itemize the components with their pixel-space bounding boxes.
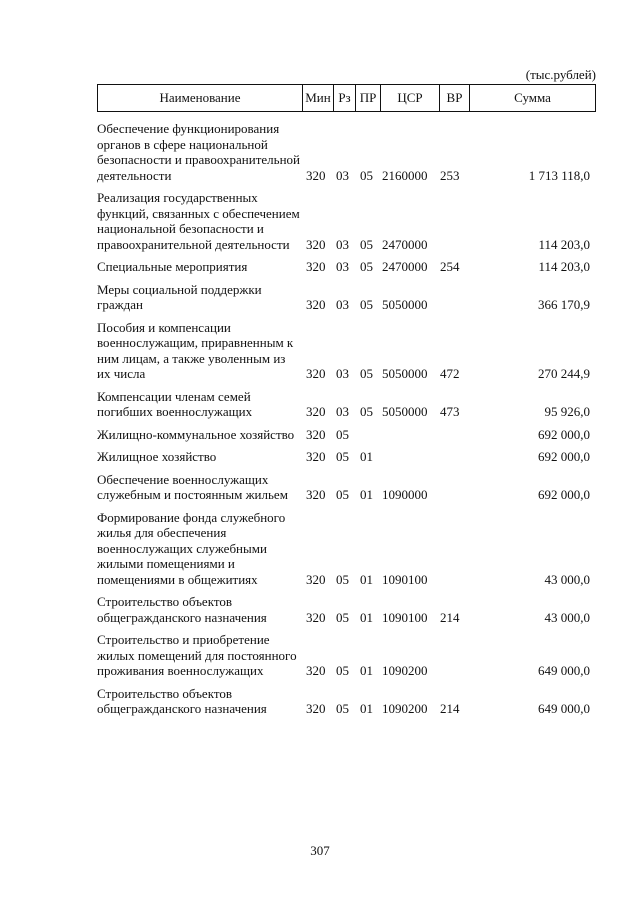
row-csr: 2160000 <box>382 167 428 183</box>
row-sum: 270 244,9 <box>538 366 590 381</box>
budget-table-body <box>97 121 596 724</box>
row-pr: 05 <box>360 366 373 381</box>
header-min: Мин <box>303 85 334 112</box>
row-min: 320 <box>306 236 326 252</box>
row-pr: 01 <box>360 449 373 464</box>
row-rz: 05 <box>336 609 349 625</box>
row-csr: 1090200 <box>382 701 428 716</box>
row-name: Строительство и приобретение жилых помещений для постоянного проживания военнослужащих <box>97 632 297 678</box>
row-pr: 01 <box>360 701 373 716</box>
row-pr: 05 <box>360 167 373 183</box>
row-sum: 114 203,0 <box>538 236 590 252</box>
row-min: 320 <box>306 571 326 587</box>
table-row <box>97 632 596 679</box>
table-row <box>97 389 596 420</box>
table-row <box>97 190 596 252</box>
row-csr: 1090000 <box>382 487 428 502</box>
row-name: Обеспечение военнослужащих служебным и постоянным жильем <box>97 471 288 502</box>
row-sum: 95 926,0 <box>544 404 590 419</box>
row-pr: 05 <box>360 404 373 419</box>
row-rz: 03 <box>336 236 349 252</box>
row-name: Специальные мероприятия <box>97 259 248 274</box>
row-sum: 366 170,9 <box>538 297 590 312</box>
table-row <box>97 594 596 625</box>
table-row <box>97 259 596 275</box>
row-sum: 43 000,0 <box>544 571 590 587</box>
row-min: 320 <box>306 297 326 312</box>
row-sum: 43 000,0 <box>544 609 590 625</box>
row-csr: 2470000 <box>382 236 428 252</box>
table-row <box>97 449 596 465</box>
table-row <box>97 121 596 183</box>
table-row <box>97 472 596 503</box>
row-pr: 05 <box>360 259 373 274</box>
page-number: 307 <box>310 843 330 858</box>
table-header <box>97 84 596 112</box>
row-min: 320 <box>306 701 326 716</box>
row-min: 320 <box>306 487 326 502</box>
row-vr: 214 <box>440 701 460 716</box>
table-row <box>97 282 596 313</box>
row-rz: 05 <box>336 487 349 502</box>
row-csr: 1090100 <box>382 571 428 587</box>
row-min: 320 <box>306 167 326 183</box>
header-vr: ВР <box>440 85 470 112</box>
row-pr: 05 <box>360 236 373 252</box>
header-name: Наименование <box>98 85 303 112</box>
row-name: Реализация государственных функций, связанных с обеспечением национальной безопасности и правоохранительной деятельности <box>97 190 300 252</box>
header-csr: ЦСР <box>381 85 440 112</box>
row-sum: 1 713 118,0 <box>528 167 590 183</box>
row-rz: 03 <box>336 297 349 312</box>
row-min: 320 <box>306 609 326 625</box>
row-sum: 649 000,0 <box>538 701 590 716</box>
row-sum: 114 203,0 <box>538 259 590 274</box>
row-min: 320 <box>306 259 326 274</box>
row-name: Строительство объектов общегражданского назначения <box>97 594 267 625</box>
row-pr: 01 <box>360 487 373 502</box>
row-rz: 05 <box>336 701 349 716</box>
row-vr: 254 <box>440 259 460 274</box>
row-vr: 472 <box>440 366 460 381</box>
table-row <box>97 686 596 717</box>
row-pr: 05 <box>360 297 373 312</box>
row-csr: 2470000 <box>382 259 428 274</box>
row-rz: 05 <box>336 449 349 464</box>
row-min: 320 <box>306 449 326 464</box>
row-min: 320 <box>306 426 326 442</box>
row-name: Меры социальной поддержки граждан <box>97 281 262 312</box>
row-pr: 01 <box>360 609 373 625</box>
row-rz: 03 <box>336 366 349 381</box>
row-vr: 473 <box>440 404 460 419</box>
row-name: Компенсации членам семей погибших военнослужащих <box>97 388 253 419</box>
table-row <box>97 427 596 443</box>
row-csr: 1090200 <box>382 663 428 678</box>
row-sum: 692 000,0 <box>538 487 590 502</box>
row-name: Жилищно-коммунальное хозяйство <box>97 426 295 442</box>
row-sum: 649 000,0 <box>538 663 590 678</box>
row-rz: 03 <box>336 259 349 274</box>
row-rz: 05 <box>336 426 349 442</box>
row-csr: 1090100 <box>382 609 428 625</box>
table-row <box>97 510 596 588</box>
row-name: Строительство объектов общегражданского назначения <box>97 685 267 716</box>
row-sum: 692 000,0 <box>538 449 590 464</box>
row-min: 320 <box>306 366 326 381</box>
row-rz: 03 <box>336 404 349 419</box>
row-csr: 5050000 <box>382 297 428 312</box>
row-vr: 253 <box>440 167 460 183</box>
row-name: Обеспечение функционирования органов в сфере национальной безопасности и правоохранительной деятельности <box>97 121 300 183</box>
unit-label: (тыс.рублей) <box>525 67 596 82</box>
row-min: 320 <box>306 404 326 419</box>
row-min: 320 <box>306 663 326 678</box>
row-csr: 5050000 <box>382 404 428 419</box>
row-csr: 5050000 <box>382 366 428 381</box>
header-sum: Сумма <box>470 85 596 112</box>
header-pr: ПР <box>356 85 381 112</box>
row-pr: 01 <box>360 571 373 587</box>
table-row <box>97 320 596 382</box>
row-rz: 03 <box>336 167 349 183</box>
row-name: Жилищное хозяйство <box>97 449 217 464</box>
row-name: Пособия и компенсации военнослужащим, приравненным к ним лицам, а также уволенным из их числа <box>97 319 294 381</box>
row-sum: 692 000,0 <box>538 426 590 442</box>
row-rz: 05 <box>336 571 349 587</box>
row-name: Формирование фонда служебного жилья для обеспечения военнослужащих служебными жилыми помещениями и помещениями в общежитиях <box>97 509 286 587</box>
header-rz: Рз <box>334 85 356 112</box>
row-vr: 214 <box>440 609 460 625</box>
row-rz: 05 <box>336 663 349 678</box>
row-pr: 01 <box>360 663 373 678</box>
